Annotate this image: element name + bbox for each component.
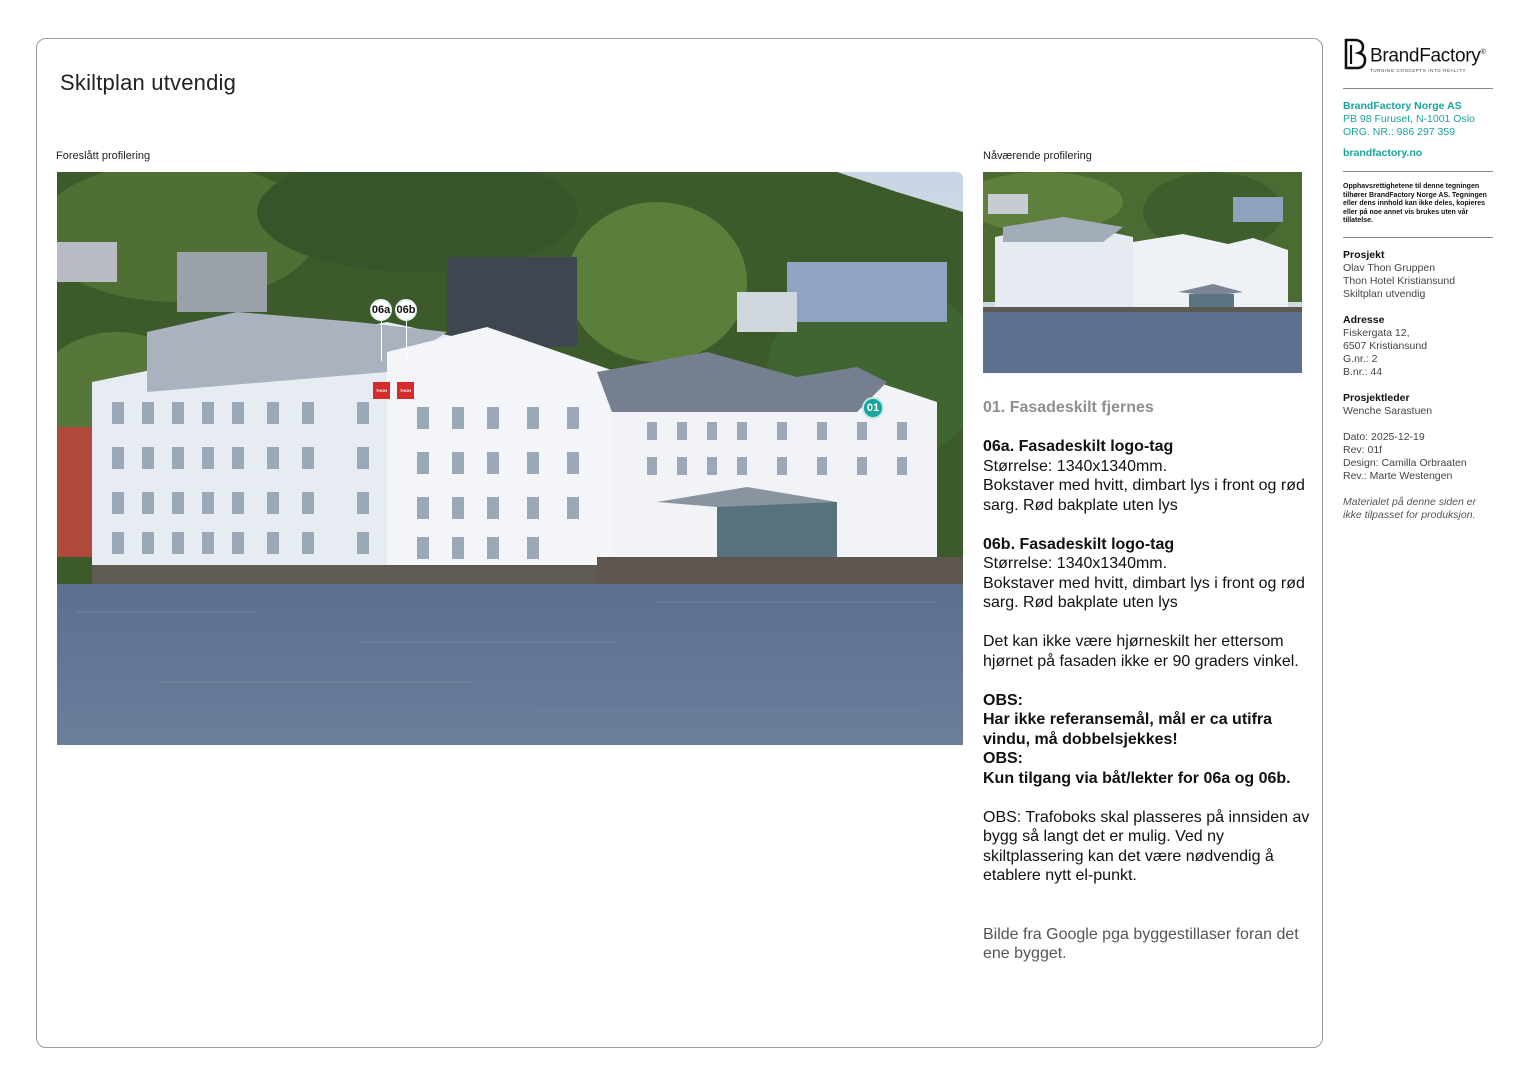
meta-line: Design: Camilla Orbraaten [1343,456,1467,469]
note-obs2-label: OBS: [983,750,1023,767]
proposed-photo [57,172,963,745]
note-obs1-text: Har ikke referansemål, mål er ca utifra vindu, må dobbelsjekkes! [983,711,1273,748]
current-caption: Nåværende profilering [983,150,1092,162]
logo-text: BrandFactory® [1370,45,1486,67]
divider [1343,171,1493,172]
meta-line: Rev: 01f [1343,443,1383,456]
divider [1343,88,1493,89]
note-trafo: OBS: Trafoboks skal plasseres på innsiden av bygg så langt det er mulig. Ved ny skiltplassering kan det være nødvendig å etablere nytt el-punkt. [983,808,1310,884]
leader-line-06a [381,321,382,361]
proposed-caption: Foreslått profilering [56,150,151,162]
project-manager-label: Prosjektleder [1343,391,1410,404]
address-line: 6507 Kristiansund [1343,339,1428,352]
current-photo [983,172,1302,373]
production-disclaimer: Materialet på denne siden er ikke tilpasset for produksjon. [1343,495,1477,521]
sign-06b: THON [397,382,414,399]
address-line: G.nr.: 2 [1343,352,1378,365]
sign-06a: THON [373,382,390,399]
leader-line-06b [406,321,407,361]
marker-01: 01 [862,397,884,419]
tagline: TURNING CONCEPTS INTO REALITY [1370,68,1467,73]
page-title: Skiltplan utvendig [60,70,237,95]
marker-06a: 06a [370,299,392,321]
project-line: Thon Hotel Kristiansund [1343,274,1456,287]
meta-line: Rev.: Marte Westengen [1343,469,1453,482]
note-06a-title: 06a. Fasadeskilt logo-tag [983,438,1174,455]
note-corner: Det kan ikke være hjørneskilt her ettersom hjørnet på fasaden ikke er 90 graders vinkel. [983,633,1299,670]
company-address: PB 98 Furuset, N-1001 Oslo [1343,113,1475,125]
project-manager-name: Wenche Sarastuen [1343,404,1433,417]
note-01-heading: 01. Fasadeskilt fjernes [983,399,1154,416]
company-org: ORG. NR.: 986 297 359 [1343,126,1456,138]
divider [1343,237,1493,238]
brandfactory-logo-icon [1343,38,1367,70]
note-obs2-text: Kun tilgang via båt/lekter for 06a og 06b. [983,769,1291,787]
copyright-notice: Opphavsrettighetene til denne tegningen tilhører BrandFactory Norge AS. Tegningen eller dens innhold kan ikke deles, kopieres eller på noe annet vis brukes uten vår tillatelse. [1343,183,1487,224]
note-06b-title: 06b. Fasadeskilt logo-tag [983,535,1175,553]
website-link[interactable]: brandfactory.no [1343,147,1423,159]
address-line: Fiskergata 12, [1343,326,1410,339]
company-name: BrandFactory Norge AS [1343,100,1462,112]
address-label: Adresse [1343,313,1385,326]
project-line: Skiltplan utvendig [1343,287,1426,300]
note-06a-size: Størrelse: 1340x1340mm. [983,457,1168,475]
note-06a-desc: Bokstaver med hvitt, dimbart lys i front og rød sarg. Rød bakplate uten lys [983,477,1305,514]
note-06b-desc: Bokstaver med hvitt, dimbart lys i front og rød sarg. Rød bakplate uten lys [983,574,1305,611]
note-google: Bilde fra Google pga byggestillaser foran det ene bygget. [983,925,1299,962]
notes-block [983,398,1318,964]
title-block [1343,36,1493,522]
marker-06b: 06b [395,299,417,321]
note-obs1-label: OBS: [983,691,1023,709]
address-line: B.nr.: 44 [1343,365,1383,378]
project-line: Olav Thon Gruppen [1343,261,1436,274]
project-label: Prosjekt [1343,248,1385,261]
meta-line: Dato: 2025-12-19 [1343,430,1425,443]
note-06b-size: Størrelse: 1340x1340mm. [983,555,1168,572]
